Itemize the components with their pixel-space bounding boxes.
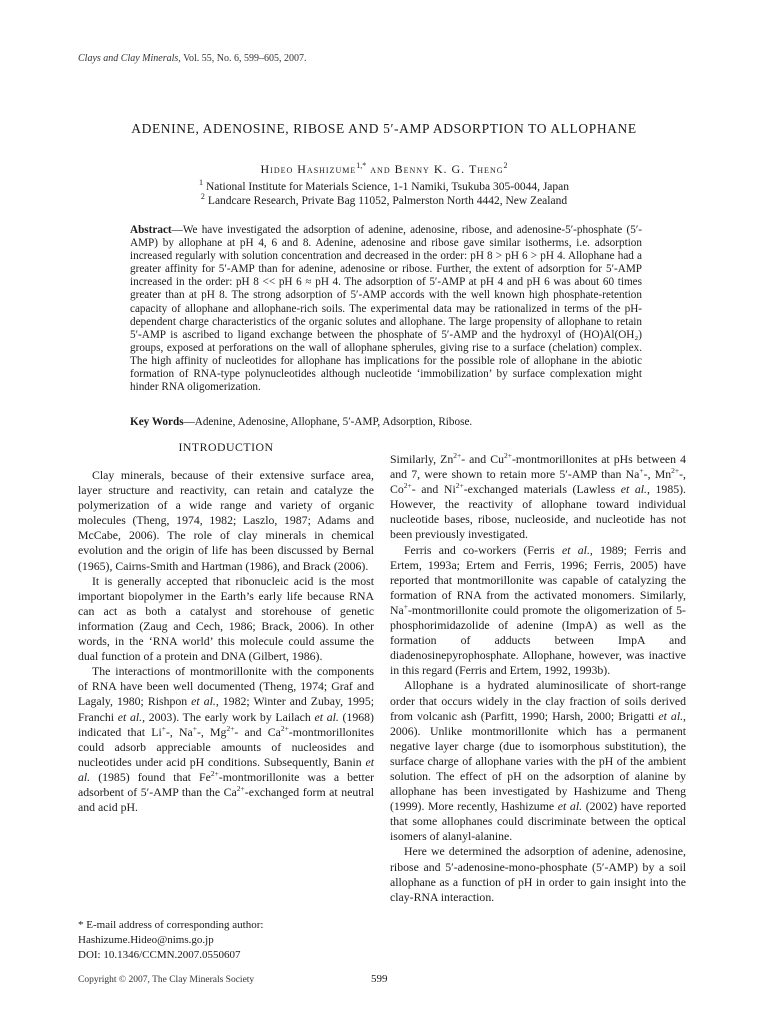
author-1: Hideo Hashizume <box>260 162 357 176</box>
author-line <box>0 162 768 177</box>
intro-paragraph-3: The interactions of montmorillonite with the components of RNA have been well documented (Theng, 1974; Graf and Lagaly, 1980; Rishpon et al., 1982; Winter and Zubay, 1995; Franchi et al., 2003). The early work by Lailach et al. (1968) indicated that Li+-, Na+-, $Mg^{2+}-$ and $Ca^{2+}$-montmorillonites could adsorb appreciable amounts of nucleosides and nucleotides under acid pH conditions. Subsequently, Banin et al. (1985) found that $Fe^{2+}$-montmorillonite was a better adsorbent of 5′-AMP than the $Ca^{2+}$-exchanged form at neutral and acid pH. <box>78 664 374 815</box>
section-heading-introduction: INTRODUCTION <box>178 440 274 454</box>
copyright: Copyright © 2007, The Clay Minerals Society <box>78 975 255 985</box>
corresponding-mark: * <box>362 161 367 170</box>
article-title: ADENINE, ADENOSINE, RIBOSE AND 5′-AMP ADSORPTION TO ALLOPHANE <box>131 121 637 136</box>
footnote-doi: DOI: 10.1346/CCMN.2007.0550607 <box>78 949 241 961</box>
journal-citation <box>78 53 307 64</box>
abstract-label: Abstract <box>130 224 172 236</box>
abstract-text: —We have investigated the adsorption of adenine, adenosine, ribose, and adenosine-5′-phosphate (5′-AMP) by allophane at pH 4, 6 and 8. Adenine, adenosine and ribose gave similar isotherms, i.e. adsorption increased regularly with solution concentration and decreased in the order: pH 8 > pH 6 > pH 4. Allophane had a greater affinity for 5′-AMP than for adenine, adenosine or ribose. Further, the extent of adsorption for 5′-AMP increased in the order: pH 8 << pH 6 ≈ pH 4. The adsorption of 5′-AMP at pH 4 and pH 6 was about 60 times greater than at pH 8. The strong adsorption of 5′-AMP accords with the well known high phosphate-retention capacity of allophane and allophane-rich soils. The experimental data may be rationalized in terms of the pH-dependent charge characteristics of the organic solutes and allophane. The large propensity of allophane to retain 5′-AMP is ascribed to ligand exchange between the phosphate of 5′-AMP and the hydroxyl of (HO)Al(OH₂) groups, exposed at perforations on the wall of allophane spherules, giving rise to a surface (chelation) complex. The high affinity of nucleotides for allophane has implications for the possible role of allophane in the abiotic formation of RNA-type polynucleotides although nucleotide ‘immobilization’ by surface complexation might hinder RNA oligomerization. <box>130 224 642 394</box>
author-2-affil-mark: 2 <box>503 161 508 170</box>
journal-details: , Vol. 55, No. 6, 599–605, 2007. <box>178 53 307 64</box>
affiliation-1-num: 1 <box>198 178 203 188</box>
footnote <box>78 918 374 963</box>
keywords-text: —Adenine, Adenosine, Allophane, 5′-AMP, Adsorption, Ribose. <box>183 416 473 428</box>
keywords <box>130 416 642 429</box>
footnote-email-label: * E-mail address of corresponding author: <box>78 919 264 931</box>
affiliation-2-text: Landcare Research, Private Bag 11052, Palmerston North 4442, New Zealand <box>207 195 568 207</box>
affiliation-1 <box>0 178 768 193</box>
right-paragraph-3: Allophane is a hydrated aluminosilicate of short-range order that occurs widely in the clay fraction of soils derived from volcanic ash (Parfitt, 1990; Harsh, 2000; Brigatti et al., 2006). Unlike montmorillonite which has a permanent negative layer charge (due to isomorphous substitution), the surface charge of allophane varies with the pH of the ambient solution. The effect of pH on the adsorption of alanine by allophane has been investigated by Hashizume and Theng (1999). More recently, Hashizume et al. (2002) have reported that some allophanes could discriminate between the optical isomers of alanyl-alanine. <box>390 678 686 844</box>
affiliation-2-num: 2 <box>200 192 205 202</box>
page-number: 599 <box>371 973 388 985</box>
footnote-email: Hashizume.Hideo@nims.go.jp <box>78 934 214 946</box>
intro-paragraph-2: It is generally accepted that ribonucleic acid is the most important biopolymer in the Earth’s early life because RNA can act as both a catalyst and storehouse of genetic information (Zaug and Cech, 1986; Brack, 2006). In other words, in the ‘RNA world’ this molecule could assume the dual function of a protein and DNA (Gilbert, 1986). <box>78 573 374 664</box>
keywords-label: Key Words <box>130 416 184 428</box>
journal-name: Clays and Clay Minerals <box>78 53 179 64</box>
right-column <box>390 452 686 905</box>
left-column <box>78 440 374 815</box>
affiliation-2 <box>0 192 768 207</box>
author-and: and <box>370 162 391 176</box>
abstract <box>130 224 642 394</box>
intro-paragraph-1: Clay minerals, because of their extensive surface area, layer structure and reactivity, can retain and catalyze the polymerization of a wide range and variety of organic molecules (Theng, 1974, 1982; Laszlo, 1987; Adams and McCabe, 2006). The role of clay minerals in chemical evolution and the origin of life has been discussed by Bernal (1965), Cairns-Smith and Hartman (1986), and Brack (2006). <box>78 468 374 573</box>
right-paragraph-2: Ferris and co-workers (Ferris et al., 1989; Ferris and Ertem, 1993a; Ertem and Ferris, 1996; Ferris, 2005) have reported that montmorillonite was capable of catalyzing the formation of RNA from the activated monomers. Similarly, Na+-montmorillonite could promote the oligomerization of 5-phosphorimidazolide of adenine (ImpA) as well as the formation of adducts between ImpA and diadenosinepyrophosphate. Allophane, however, was inactive in this regard (Ferris and Ertem, 1992, 1993b). <box>390 542 686 678</box>
right-paragraph-1: Similarly, $Zn^{2+}-$ and $Cu^{2+}$-montmorillonites at pHs between 4 and 7, were shown to retain more 5′-AMP than Na+-, $Mn^{2+}-$, $Co^{2+}-$ and $Ni^{2+}$-exchanged materials (Lawless et al., 1985). However, the reactivity of allophane toward individual nucleotide bases, ribose, nucleoside, and nucleotide has not been previously investigated. <box>390 451 686 542</box>
author-2: Benny K. G. Theng <box>394 162 504 176</box>
affiliation-1-text: National Institute for Materials Science, 1-1 Namiki, Tsukuba 305-0044, Japan <box>205 181 570 193</box>
right-paragraph-4: Here we determined the adsorption of adenine, adenosine, ribose and 5′-adenosine-mono-phosphate (5′-AMP) by a soil allophane as a function of pH in order to gain insight into the clay-RNA interaction. <box>390 844 686 904</box>
author-1-affil-mark: 1, <box>356 161 363 170</box>
